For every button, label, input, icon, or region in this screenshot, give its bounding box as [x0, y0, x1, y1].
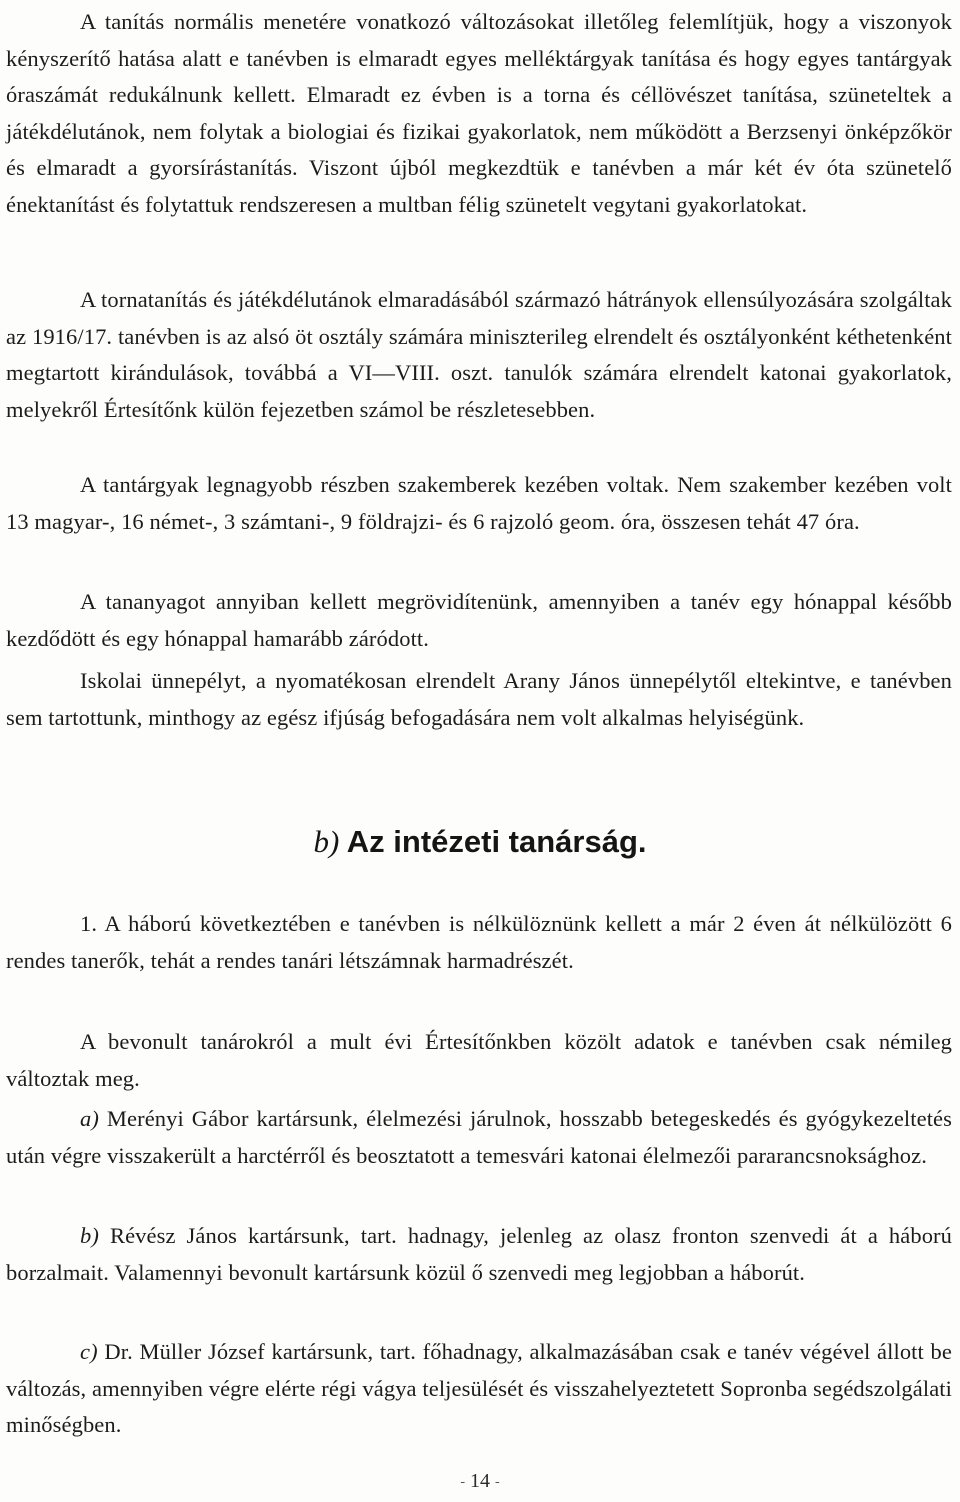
paragraph-item-b	[6, 1218, 952, 1291]
page-number-value: 14	[470, 1470, 490, 1492]
item-c-marker: c)	[80, 1339, 98, 1364]
item-a-text: Merényi Gábor kartársunk, élelmezési járulnok, hosszabb betegeskedés és gyógykezeltetés után végre visszakerült a harctérről és beosztatott a temesvári katonai élelmezői pararancsnoksághoz.	[6, 1106, 952, 1168]
page-number	[0, 1467, 960, 1496]
item-a-marker: a)	[80, 1106, 99, 1131]
paragraph-drafted-teachers: A bevonult tanárokról a mult évi Értesítőnkben közölt adatok e tanévben csak némileg változtak meg.	[6, 1029, 952, 1091]
section-heading	[0, 822, 960, 862]
section-heading-text: Az intézeti tanárság.	[346, 824, 647, 859]
paragraph-excursions: A tornatanítás és játékdélutánok elmaradásából származó hátrányok ellensúlyozására szolgáltak az 1916/17. tanévben is az alsó öt osztály számára miniszterileg elrendelt és osztályonként kéthetenként megtartott kirándulások, továbbá a VI—VIII. oszt. tanulók számára elrendelt katonai gyakorlatok, melyekről Értesítőnk külön fejezetben számol be részletesebben.	[6, 287, 952, 422]
section-heading-letter: b)	[313, 824, 340, 859]
paragraph-curriculum: A tananyagot annyiban kellett megrövidítenünk, amennyiben a tanév egy hónappal később kezdődött és egy hónappal hamarább záródott.	[6, 589, 952, 651]
item-b-marker: b)	[80, 1223, 99, 1248]
paragraph-staff-shortage: 1. A háború következtében e tanévben is nélkülöznünk kellett a már 2 éven át nélkülözött 6 rendes tanerők, tehát a rendes tanári létszámnak harmadrészét.	[6, 911, 952, 973]
paragraph-item-c	[6, 1334, 952, 1444]
paragraph-specialists: A tantárgyak legnagyobb részben szakemberek kezében voltak. Nem szakember kezében volt 13 magyar-, 16 német-, 3 számtani-, 9 földrajzi- és 6 rajzoló geom. óra, összesen tehát 47 óra.	[6, 472, 952, 534]
paragraph-celebrations: Iskolai ünnepélyt, a nyomatékosan elrendelt Arany János ünnepélytől eltekintve, e tanévben sem tartottunk, minthogy az egész ifjúság befogadására nem volt alkalmas helyiségünk.	[6, 668, 952, 730]
paragraph-teaching-changes: A tanítás normális menetére vonatkozó változásokat illetőleg felemlítjük, hogy a viszonyok kényszerítő hatása alatt e tanévben is elmaradt egyes melléktárgyak tanítása és hogy egyes tantárgyak óraszámát redukálnunk kellett. Elmaradt ez évben is a torna és céllövészet tanítása, szüneteltek a játékdélutánok, nem folytak a biologiai és fizikai gyakorlatok, nem működött a Berzsenyi önképzőkör és elmaradt a gyorsírástanítás. Viszont újból megkezdtük e tanévben a már két év óta szünetelő énektanítást és folytattuk rendszeresen a multban félig szünetelt vegytani gyakorlatokat.	[6, 9, 952, 217]
item-c-text: Dr. Müller József kartársunk, tart. főhadnagy, alkalmazásában csak e tanév végével állott be változás, amennyiben végre elérte régi vágya teljesülését és visszahelyeztetett Sopronba segédszolgálati minőségben.	[6, 1339, 952, 1437]
paragraph-item-a	[6, 1101, 952, 1174]
page-number-dash-right: -	[495, 1474, 500, 1490]
page-number-dash-left: -	[460, 1474, 465, 1490]
item-b-text: Révész János kartársunk, tart. hadnagy, jelenleg az olasz fronton szenvedi át a háború borzalmait. Valamennyi bevonult kartársunk közül ő szenvedi meg legjobban a háborút.	[6, 1223, 953, 1285]
